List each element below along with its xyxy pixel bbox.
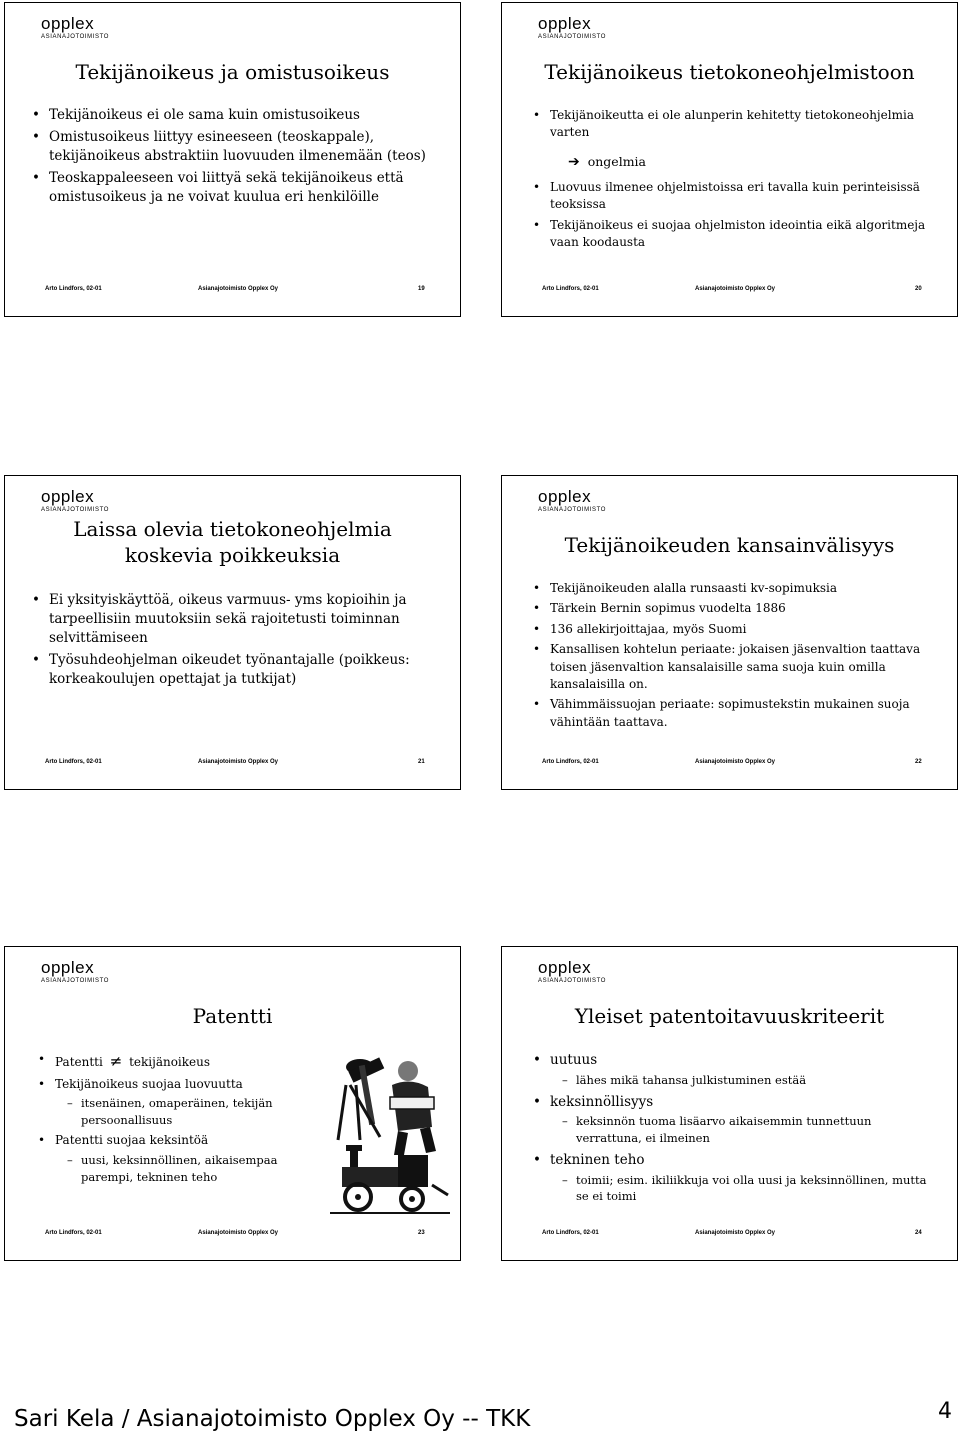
opplex-logo [538,15,606,40]
slide-title: Tekijänoikeus tietokoneohjelmistoon [544,60,915,84]
criterion-label: uutuus [550,1052,598,1068]
footer-company: Asianajotoimisto Opplex Oy [695,1230,776,1236]
footer-page-number: 22 [915,759,922,765]
slide-footer [5,1230,460,1240]
bullet-list [530,107,940,145]
footer-author: Arto Lindfors, 02-01 [542,1230,599,1236]
figure-clipart [390,1061,436,1155]
footer-company: Asianajotoimisto Opplex Oy [695,759,776,765]
bullet-item [35,1051,315,1073]
footer-author: Arto Lindfors, 02-01 [45,759,102,765]
slide-20 [501,2,958,317]
arrow-text: ongelmia [587,154,647,169]
bullet-list [35,1051,315,1189]
bullet-item: • Tekijänoikeus ei ole sama kuin omistusoikeus [29,106,441,125]
footer-page-number: 24 [915,1230,922,1236]
bullet-item: • Ei yksityiskäyttöä, oikeus varmuus- yms kopioihin ja tarpeellisiin muutoksiin sekä rajoitetusti toiminnan selvittämiseen [29,591,441,648]
locomotive-clipart [330,1145,450,1213]
sub-list [550,1113,930,1146]
bullet-item: • Kansallisen kohtelun periaate: jokaisen jäsenvaltion taattava toisen jäsenvaltion kansalaisille sama suoja kuin omilla kansalaisilla on. [530,641,940,693]
criterion-label: keksinnöllisyys [550,1093,654,1110]
footer-page-number: 20 [915,286,922,292]
page-number: 4 [938,1399,952,1424]
logo-word: opplex [41,487,95,506]
logo-subtitle: ASIANAJOTOIMISTO [538,978,607,984]
bullet-item: • Tärkein Bernin sopimus vuodelta 1886 [530,600,940,617]
footer-company: Asianajotoimisto Opplex Oy [198,759,279,765]
logo-word: opplex [538,958,592,977]
slide-19 [4,2,461,317]
slide-22 [501,475,958,790]
logo-word: opplex [538,487,592,506]
footer-company: Asianajotoimisto Opplex Oy [198,286,279,292]
sub-item: – uusi, keksinnöllinen, aikaisempaa parempi, tekninen teho [55,1152,315,1185]
bullet-list [530,580,940,734]
footer-page-number: 21 [418,759,425,765]
bullet-item [530,1051,930,1089]
bullet-item: • Omistusoikeus liittyy esineeseen (teoskappale), tekijänoikeus abstraktiin luovuuden ilmenemään (teos) [29,128,441,166]
bullet-item: • 136 allekirjoittajaa, myös Suomi [530,621,940,638]
footer-author: Arto Lindfors, 02-01 [542,286,599,292]
footer-page-number: 23 [418,1230,425,1236]
logo-word: opplex [41,14,95,33]
logo-subtitle: ASIANAJOTOIMISTO [41,34,110,40]
opplex-logo [538,959,606,984]
footer-author: Arto Lindfors, 02-01 [542,759,599,765]
slide-title-line1: Laissa olevia tietokoneohjelmia [73,517,392,541]
footer-company: Asianajotoimisto Opplex Oy [695,286,776,292]
footer-page-number: 19 [418,286,425,292]
logo-subtitle: ASIANAJOTOIMISTO [538,34,607,40]
bullet-text: Patentti suojaa keksintöä [55,1133,209,1148]
bullet-item [530,1151,930,1205]
footer-author: Arto Lindfors, 02-01 [45,286,102,292]
bullet-list [29,591,441,691]
bullet-text: Tekijänoikeus suojaa luovuutta [55,1076,243,1091]
bullet-item [530,1093,930,1147]
sub-item: – toimii; esim. ikiliikkuja voi olla uusi ja keksinnöllinen, mutta se ei toimi [550,1172,930,1205]
opplex-logo [538,488,606,513]
slide-title: Yleiset patentoitavuuskriteerit [574,1004,885,1028]
bullet-item: • Tekijänoikeutta ei ole alunperin kehitetty tietokoneohjelmia varten [530,107,940,142]
arrow-line [548,153,646,173]
telescope-clipart [338,1057,384,1140]
page-caption: Sari Kela / Asianajotoimisto Opplex Oy -- TKK [14,1406,531,1432]
sub-list [55,1095,315,1128]
slide-title: Patentti [192,1004,273,1028]
opplex-logo [41,15,109,40]
logo-word: opplex [538,14,592,33]
slide-title [5,516,460,568]
clipart-inventor-illustration [320,1045,460,1220]
not-equal-icon: ≠ [109,1052,123,1070]
logo-subtitle: ASIANAJOTOIMISTO [538,507,607,513]
sub-list [550,1172,930,1205]
slide-24 [501,946,958,1261]
slide-title: Tekijänoikeus ja omistusoikeus [75,60,390,84]
bullet-item [35,1132,315,1185]
slide-23 [4,946,461,1261]
slide-footer [5,759,460,769]
bullet-item: • Teoskappaleeseen voi liittyä sekä tekijänoikeus että omistusoikeus ja ne voivat kuulua eri henkilöille [29,169,441,207]
bullet-item: • Työsuhdeohjelman oikeudet työnantajalle (poikkeus: korkeakoulujen opettajat ja tutkijat) [29,651,441,689]
slide-title-line2: koskevia poikkeuksia [124,543,341,567]
bullet-item: • Luovuus ilmenee ohjelmistoissa eri tavalla kuin perinteisissä teoksissa [530,179,940,214]
sub-item: – lähes mikä tahansa julkistuminen estää [550,1072,930,1089]
slide-footer [502,759,957,769]
bullet-item: • Vähimmäissuojan periaate: sopimustekstin mukainen suoja vähintään taattava. [530,696,940,731]
logo-word: opplex [41,958,95,977]
criterion-label: tekninen teho [550,1151,645,1168]
bullet-left-term: Patentti [55,1055,103,1069]
bullet-right-term: tekijänoikeus [129,1055,211,1069]
bullet-list [29,106,441,209]
sub-list [55,1152,315,1185]
slide-footer [502,286,957,296]
slide-title: Tekijänoikeuden kansainvälisyys [564,533,895,557]
bullet-item: • Tekijänoikeuden alalla runsaasti kv-sopimuksia [530,580,940,597]
logo-subtitle: ASIANAJOTOIMISTO [41,507,110,513]
footer-company: Asianajotoimisto Opplex Oy [198,1230,279,1236]
logo-subtitle: ASIANAJOTOIMISTO [41,978,110,984]
opplex-logo [41,959,109,984]
slide-footer [5,286,460,296]
opplex-logo [41,488,109,513]
bullet-list-continued [530,179,940,255]
slide-footer [502,1230,957,1240]
bullet-list [530,1051,930,1209]
sub-list [550,1072,930,1089]
arrow-right-icon: ➔ [568,154,580,170]
bullet-item [35,1076,315,1129]
slide-21 [4,475,461,790]
bullet-item: • Tekijänoikeus ei suojaa ohjelmiston ideointia eikä algoritmeja vaan koodausta [530,217,940,252]
footer-author: Arto Lindfors, 02-01 [45,1230,102,1236]
sub-item: – keksinnön tuoma lisäarvo aikaisemmin tunnettuun verrattuna, ei ilmeinen [550,1113,930,1146]
sub-item: – itsenäinen, omaperäinen, tekijän persoonallisuus [55,1095,315,1128]
